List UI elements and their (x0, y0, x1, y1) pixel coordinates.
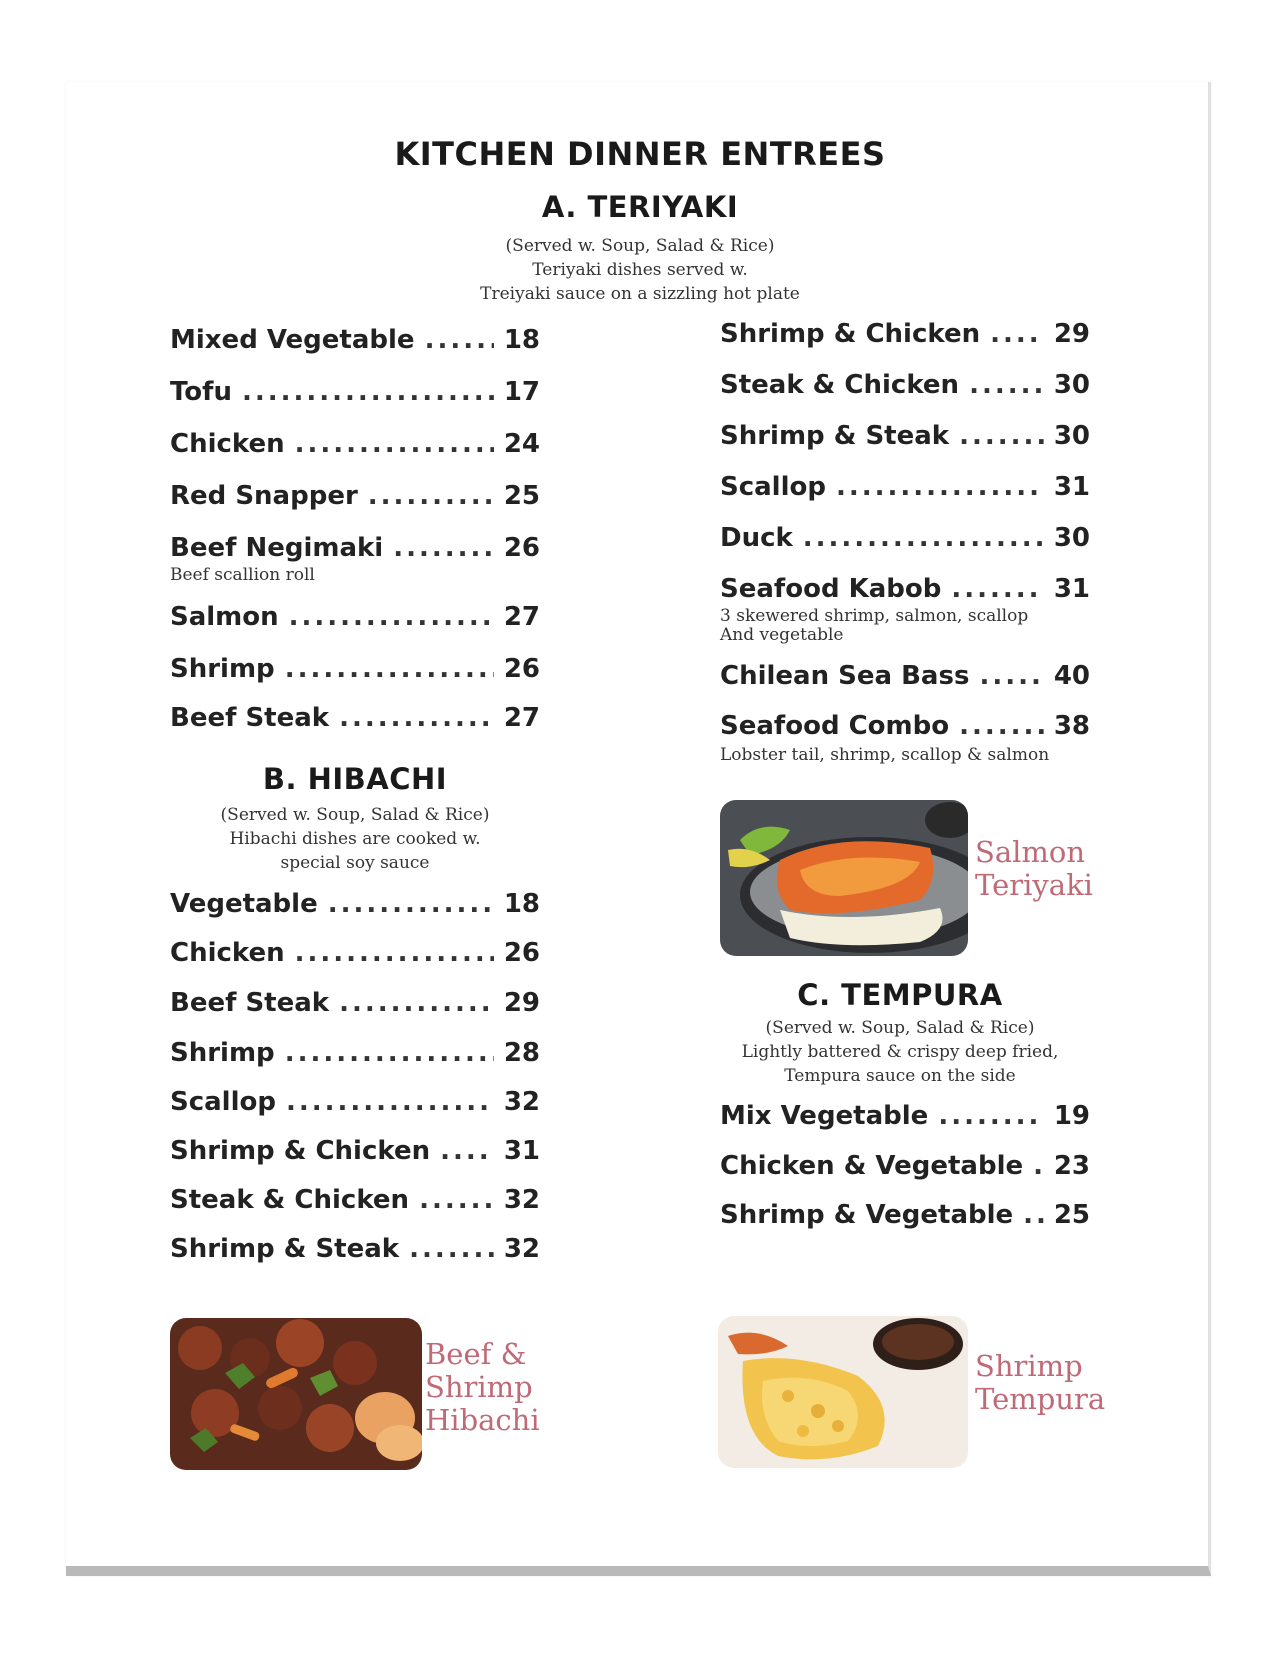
dot-leader (419, 1185, 494, 1215)
caption-line: Hibachi (425, 1403, 540, 1437)
item-price: 32 (503, 1185, 540, 1215)
menu-item-teriyaki-duck (720, 518, 1090, 558)
teriyaki-heading: A. TERIYAKI (541, 190, 739, 224)
menu-item-teriyaki-red-snapper (170, 476, 540, 516)
menu-item-teriyaki-seafood-combo (720, 706, 1090, 746)
item-price: 26 (503, 533, 540, 563)
dot-leader (979, 661, 1043, 691)
item-name: Mixed Vegetable (170, 325, 415, 355)
dot-leader (339, 988, 494, 1018)
item-name: Scallop (170, 1087, 276, 1117)
item-name: Steak & Chicken (720, 370, 960, 400)
item-name: Red Snapper (170, 481, 358, 511)
item-price: 40 (1053, 661, 1090, 691)
item-price: 30 (1053, 421, 1090, 451)
item-price: 29 (1053, 319, 1090, 349)
menu-item-hibachi-shrimp-chicken (170, 1131, 540, 1171)
menu-item-tempura-mix-vegetable (720, 1096, 1090, 1136)
item-description-line: And vegetable (720, 625, 844, 645)
item-name: Tofu (170, 377, 232, 407)
menu-item-hibachi-scallop (170, 1082, 540, 1122)
item-price: 30 (1053, 370, 1090, 400)
item-name: Vegetable (170, 889, 318, 919)
item-price: 18 (503, 325, 540, 355)
caption-line: Beef & (425, 1337, 527, 1371)
item-price: 25 (1053, 1200, 1090, 1230)
item-description (720, 607, 1028, 645)
item-name: Steak & Chicken (170, 1185, 410, 1215)
item-price: 18 (503, 889, 540, 919)
item-price: 23 (1053, 1151, 1090, 1181)
shrimp-tempura-caption (975, 1350, 1105, 1416)
caption-line: Salmon (975, 835, 1086, 869)
tempura-note-line: Tempura sauce on the side (784, 1066, 1016, 1086)
menu-item-tempura-shrimp-vegetable (720, 1195, 1090, 1235)
item-price: 31 (1053, 472, 1090, 502)
item-price: 19 (1053, 1101, 1090, 1131)
dot-leader (959, 421, 1044, 451)
item-price: 26 (503, 654, 540, 684)
tempura-heading: C. TEMPURA (797, 978, 1003, 1012)
menu-item-teriyaki-steak-chicken (720, 365, 1090, 405)
tempura-note (700, 1016, 1100, 1088)
item-price: 29 (503, 988, 540, 1018)
item-price: 17 (503, 377, 540, 407)
item-name: Chilean Sea Bass (720, 661, 970, 691)
item-name: Beef Steak (170, 703, 330, 733)
item-name: Beef Negimaki (170, 533, 384, 563)
dot-leader (959, 711, 1044, 741)
menu-item-hibachi-chicken (170, 933, 540, 973)
menu-item-teriyaki-mixed-vegetable (170, 320, 540, 360)
item-price: 30 (1053, 523, 1090, 553)
menu-item-teriyaki-shrimp (170, 649, 540, 689)
menu-item-teriyaki-chicken (170, 424, 540, 464)
beef-shrimp-hibachi-photo (170, 1318, 422, 1470)
teriyaki-note-line: (Served w. Soup, Salad & Rice) (505, 236, 775, 256)
page-title: KITCHEN DINNER ENTREES (394, 135, 886, 173)
item-price: 26 (503, 938, 540, 968)
item-name: Seafood Kabob (720, 574, 942, 604)
shrimp-tempura-photo (718, 1316, 968, 1468)
teriyaki-note (370, 234, 910, 306)
menu-item-hibachi-shrimp-steak (170, 1229, 540, 1269)
menu-item-teriyaki-beef-steak (170, 698, 540, 738)
item-name: Seafood Combo (720, 711, 950, 741)
caption-line: Shrimp (425, 1370, 533, 1404)
item-name: Shrimp & Steak (720, 421, 950, 451)
dot-leader (339, 703, 494, 733)
item-description: Lobster tail, shrimp, scallop & salmon (720, 745, 1050, 765)
dot-leader (289, 602, 494, 632)
item-name: Shrimp & Chicken (720, 319, 981, 349)
item-price: 27 (503, 703, 540, 733)
item-name: Chicken (170, 429, 285, 459)
menu-item-teriyaki-tofu (170, 372, 540, 412)
menu-item-teriyaki-chilean-sea-bass (720, 656, 1090, 696)
dot-leader (295, 938, 494, 968)
item-name: Scallop (720, 472, 826, 502)
hibachi-note (170, 803, 540, 875)
item-name: Chicken & Vegetable (720, 1151, 1024, 1181)
beef-shrimp-hibachi-caption (425, 1338, 540, 1437)
item-price: 25 (503, 481, 540, 511)
item-price: 31 (503, 1136, 540, 1166)
menu-item-hibachi-beef-steak (170, 983, 540, 1023)
item-price: 32 (503, 1087, 540, 1117)
item-name: Mix Vegetable (720, 1101, 929, 1131)
menu-item-teriyaki-shrimp-steak (720, 416, 1090, 456)
caption-line: Teriyaki (975, 868, 1093, 902)
item-name: Shrimp & Vegetable (720, 1200, 1014, 1230)
salmon-teriyaki-photo (720, 800, 968, 956)
hibachi-note-line: special soy sauce (280, 853, 430, 873)
item-name: Shrimp & Steak (170, 1234, 400, 1264)
caption-line: Shrimp (975, 1349, 1083, 1383)
dot-leader (409, 1234, 494, 1264)
dot-leader (1033, 1151, 1044, 1181)
item-price: 32 (503, 1234, 540, 1264)
item-name: Duck (720, 523, 793, 553)
menu-item-hibachi-steak-chicken (170, 1180, 540, 1220)
menu-item-teriyaki-beef-negimaki (170, 528, 540, 568)
menu-item-tempura-chicken-vegetable (720, 1146, 1090, 1186)
dot-leader (295, 429, 494, 459)
teriyaki-note-line: Teriyaki dishes served w. (532, 260, 748, 280)
menu-item-teriyaki-scallop (720, 467, 1090, 507)
dot-leader (328, 889, 494, 919)
item-name: Beef Steak (170, 988, 330, 1018)
teriyaki-note-line: Treiyaki sauce on a sizzling hot plate (480, 284, 800, 304)
item-name: Chicken (170, 938, 285, 968)
item-description-line: 3 skewered shrimp, salmon, scallop (720, 606, 1029, 626)
item-price: 24 (503, 429, 540, 459)
dot-leader (242, 377, 494, 407)
item-price: 28 (503, 1038, 540, 1068)
dot-leader (1023, 1200, 1044, 1230)
dot-leader (368, 481, 494, 511)
tempura-note-line: Lightly battered & crispy deep fried, (741, 1042, 1059, 1062)
dot-leader (803, 523, 1044, 553)
menu-item-teriyaki-salmon (170, 597, 540, 637)
hibachi-note-line: Hibachi dishes are cooked w. (229, 829, 481, 849)
dot-leader (951, 574, 1043, 604)
dot-leader (425, 325, 494, 355)
tempura-note-line: (Served w. Soup, Salad & Rice) (765, 1018, 1035, 1038)
item-price: 31 (1053, 574, 1090, 604)
item-description: Beef scallion roll (170, 565, 315, 585)
item-name: Shrimp (170, 654, 275, 684)
item-name: Shrimp (170, 1038, 275, 1068)
item-price: 38 (1053, 711, 1090, 741)
menu-item-teriyaki-seafood-kabob (720, 569, 1090, 609)
menu-item-hibachi-vegetable (170, 884, 540, 924)
dot-leader (990, 319, 1044, 349)
item-name: Shrimp & Chicken (170, 1136, 431, 1166)
dot-leader (285, 654, 494, 684)
dot-leader (836, 472, 1044, 502)
dot-leader (285, 1038, 494, 1068)
salmon-teriyaki-caption (975, 836, 1093, 902)
item-name: Salmon (170, 602, 279, 632)
hibachi-heading: B. HIBACHI (262, 762, 448, 796)
item-price: 27 (503, 602, 540, 632)
dot-leader (286, 1087, 494, 1117)
dot-leader (393, 533, 494, 563)
caption-line: Tempura (975, 1382, 1106, 1416)
dot-leader (938, 1101, 1043, 1131)
hibachi-note-line: (Served w. Soup, Salad & Rice) (220, 805, 490, 825)
dot-leader (440, 1136, 494, 1166)
menu-item-hibachi-shrimp (170, 1033, 540, 1073)
dot-leader (969, 370, 1044, 400)
menu-item-teriyaki-shrimp-chicken (720, 314, 1090, 354)
